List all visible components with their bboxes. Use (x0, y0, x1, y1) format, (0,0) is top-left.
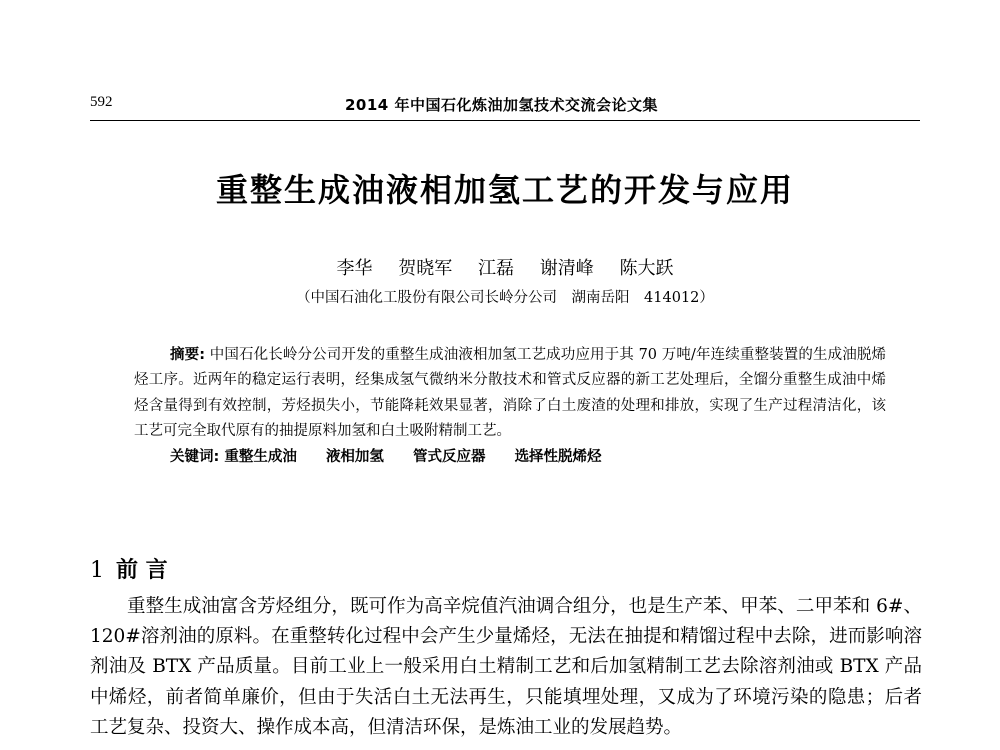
section-heading (90, 553, 168, 584)
running-header (90, 92, 920, 121)
author: 江磊 (478, 258, 514, 279)
abstract-block (134, 343, 886, 470)
keyword: 选择性脱烯烃 (514, 448, 602, 465)
author-list (90, 254, 920, 280)
affiliation: （中国石油化工股份有限公司长岭分公司 湖南岳阳 414012） (296, 290, 714, 306)
author: 李华 (336, 258, 373, 279)
author: 陈大跃 (619, 258, 674, 279)
abstract-label: 摘要: (170, 347, 206, 363)
author: 谢清峰 (539, 258, 594, 279)
keywords-line (134, 445, 886, 470)
section-number: 1 (90, 558, 104, 583)
keywords-label: 关键词: (170, 448, 220, 465)
keyword: 管式反应器 (413, 448, 486, 465)
author: 贺晓军 (398, 258, 453, 279)
keyword: 液相加氢 (325, 448, 384, 465)
body-text (90, 592, 922, 743)
abstract-paragraph (134, 343, 886, 445)
journal-title: 2014 年中国石化炼油加氢技术交流会论文集 (345, 96, 658, 114)
section-title: 前 言 (116, 557, 168, 583)
abstract-text: 中国石化长岭分公司开发的重整生成油液相加氢工艺成功应用于其 70 万吨/年连续重整装置的生成油脱烯烃工序。近两年的稳定运行表明，经集成氢气微纳米分散技术和管式反应器的新工艺处理后，全馏分重整生成油中烯烃含量得到有效控制，芳烃损失小，节能降耗效果显著，消除了白土废渣的处理和排放，实现了生产过程清洁化，该工艺可完全取代原有的抽提原料加氢和白土吸附精制工艺。 (134, 347, 886, 440)
body-paragraph: 重整生成油富含芳烃组分，既可作为高辛烷值汽油调合组分，也是生产苯、甲苯、二甲苯和 6#、120#溶剂油的原料。在重整转化过程中会产生少量烯烃，无法在抽提和精馏过程中去除，进而影响溶剂油及 BTX 产品质量。目前工业上一般采用白土精制工艺和后加氢精制工艺去除溶剂油或 BTX 产品中烯烃，前者简单廉价，但由于失活白土无法再生，只能填埋处理，又成为了环境污染的隐患；后者工艺复杂、投资大、操作成本高，但清洁环保，是炼油工业的发展趋势。 (90, 596, 922, 738)
page-number: 592 (90, 94, 113, 110)
article-title: 重整生成油液相加氢工艺的开发与应用 (215, 171, 794, 209)
keyword: 重整生成油 (224, 448, 297, 465)
